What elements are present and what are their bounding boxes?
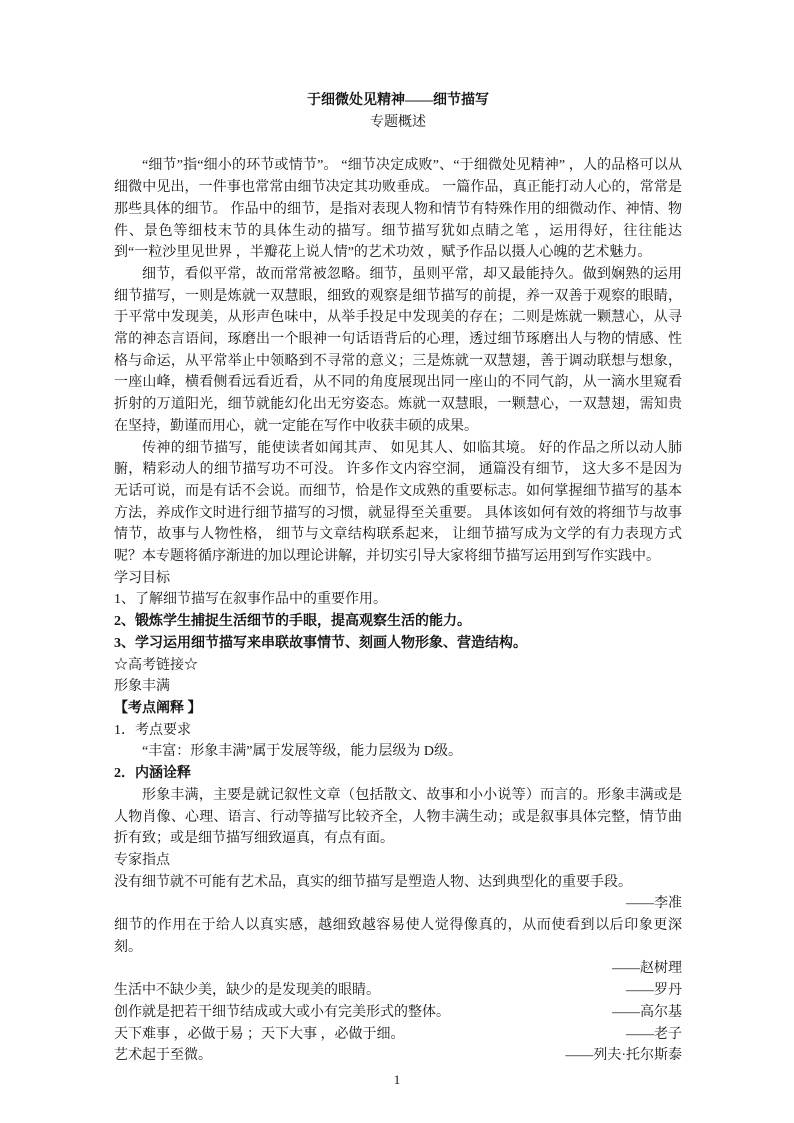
learning-goal-1: 1、了解细节描写在叙事作品中的重要作用。 — [114, 592, 387, 608]
gaokao-topic: 形象丰满 — [114, 679, 170, 695]
expert-quote-5-text: 天下难事 ，必做于易 ；天下大事 ，必做于细。 — [114, 1026, 405, 1042]
expert-quote-3-author: ——罗丹 — [626, 983, 682, 999]
expert-quote-4-author: ——高尔基 — [612, 1004, 682, 1020]
expert-quote-5 — [114, 1024, 682, 1046]
expert-quote-6 — [114, 1045, 682, 1067]
kaodian-point-2-title: 2．内涵诠释 — [114, 766, 191, 782]
expert-quote-6-text: 艺术起于至微。 — [114, 1048, 212, 1064]
expert-quote-6-author: ——列夫·托尔斯泰 — [565, 1048, 682, 1064]
learning-goal-2: 2、锻炼学生捕捉生活细节的手眼，提高观察生活的能力。 — [114, 614, 471, 630]
gaokao-link-header: ☆高考链接☆ — [114, 657, 198, 673]
expert-quote-2-author: ——赵树理 — [612, 961, 682, 977]
overview-paragraph-1: “细节”指“细小的环节或情节”。 “细节决定成败”、“于细微处见精神” ，人的品格可以从细微中见出，一件事也常常由细节决定其功败垂成。 一篇作品，真正能打动人心的，常常是那些具体的细节。 作品中的细节，是指对表现人物和情节有特殊作用的细微动作、神情、物件、景色等细枝末节的具体生动的描写。细节描写犹如点睛之笔 ，运用得好，往往能达到“一粒沙里见世界 ，半瓣花上说人情”的艺术功效 ，赋予作品以摄人心魄的艺术魅力。 — [114, 158, 682, 261]
document-subtitle: 专题概述 — [370, 114, 426, 130]
kaodian-point-1-title: 1．考点要求 — [114, 722, 191, 738]
experts-section-header: 专家指点 — [114, 852, 170, 868]
learning-goals-header: 学习目标 — [114, 570, 170, 586]
expert-quote-2: 细节的作用在于给人以真实感，越细致越容易使人觉得像真的，从而使看到以后印象更深刻。 — [114, 918, 682, 955]
kaodian-point-1-body: “丰富：形象丰满”属于发展等级，能力层级为 D级。 — [142, 744, 463, 760]
kaodian-point-2-body: 形象丰满，主要是就记叙性文章（包括散文、故事和小小说等）而言的。形象丰满或是人物肖像、心理、语言、行动等描写比较齐全，人物丰满生动；或是叙事具体完整，情节曲折有致；或是细节描写细致逼真，有点有面。 — [114, 787, 682, 847]
expert-quote-3 — [114, 980, 682, 1002]
expert-quote-5-author: ——老子 — [626, 1026, 682, 1042]
expert-quote-1: 没有细节就不可能有艺术品，真实的细节描写是塑造人物、达到典型化的重要手段。 — [114, 874, 632, 890]
learning-goal-3: 3、学习运用细节描写来串联故事情节、刻画人物形象、营造结构。 — [114, 635, 527, 651]
overview-paragraph-3: 传神的细节描写，能使读者如闻其声、 如见其人、如临其境。 好的作品之所以动人肺腑，精彩动人的细节描写功不可没。 许多作文内容空洞， 通篇没有细节， 这大多不是因为无话可说，而是有话不会说。而细节，恰是作文成熟的重要标志。如何掌握细节描写的基本方法，养成作文时进行细节描写的习惯，就显得至关重要。 具体该如何有效的将细节与故事情节，故事与人物性格， 细节与文章结构联系起来， 让细节描写成为文学的有力表现方式呢？本专题将循序渐进的加以理论讲解，并切实引导大家将细节描写运用到写作实践中。 — [114, 440, 682, 565]
overview-paragraph-2: 细节，看似平常，故而常常被忽略。细节，虽则平常，却又最能持久。做到娴熟的运用细节描写，一则是炼就一双慧眼，细致的观察是细节描写的前提，养一双善于观察的眼睛，于平常中发现美，从形声色味中，从举手投足中发现美的存在；二则是炼就一颗慧心，从寻常的神态言语间，琢磨出一个眼神一句话语背后的心理，透过细节琢磨出人与物的情感、性格与命运，从平常举止中领略到不寻常的意义；三是炼就一双慧翅，善于调动联想与想象，一座山峰，横看侧看远看近看，从不同的角度展现出同一座山的不同气韵，从一滴水里窥看折射的万道阳光，细节就能幻化出无穷姿态。炼就一双慧眼，一颗慧心，一双慧翅，需知贵在坚持，勤谨而用心，就一定能在写作中收获丰硕的成果。 — [114, 266, 682, 434]
kaodian-section-header: 【考点阐释 】 — [114, 700, 202, 716]
expert-quote-3-text: 生活中不缺少美，缺少的是发现美的眼睛。 — [114, 983, 380, 999]
expert-quote-1-author: ——李准 — [626, 896, 682, 912]
document-title: 于细微处见精神——细节描写 — [307, 93, 489, 108]
page-number: 1 — [393, 1072, 401, 1088]
expert-quote-4-text: 创作就是把若干细节结成或大或小有完美形式的整体。 — [114, 1004, 450, 1020]
expert-quote-4 — [114, 1002, 682, 1024]
